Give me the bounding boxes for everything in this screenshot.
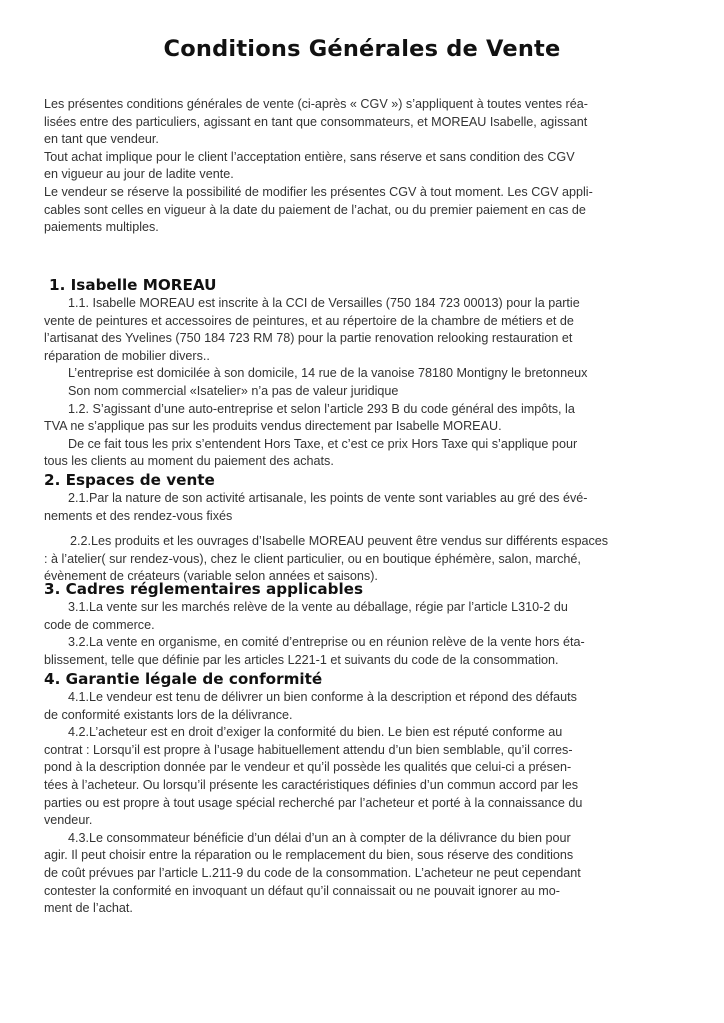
text-line: contrat : Lorsqu’il est propre à l’usage habituellement attendu d’un bien semblable, qu’il corres- bbox=[44, 742, 573, 757]
text-line: agir. Il peut choisir entre la réparation ou le remplacement du bien, sous réserve des conditions bbox=[44, 848, 574, 863]
text-line: Le vendeur se réserve la possibilité de modifier les présentes CGV à tout moment. Les CGV appli- bbox=[44, 184, 593, 199]
text-line: vente de peintures et accessoires de peintures, et au répertoire de la chambre de métiers et de bbox=[44, 313, 574, 328]
section-heading-2: 2. Espaces de vente bbox=[44, 471, 215, 489]
section-heading-1: 1. Isabelle MOREAU bbox=[49, 276, 217, 294]
text-line: l’artisanat des Yvelines (750 184 723 RM 78) pour la partie renovation relooking restauration et bbox=[44, 331, 573, 346]
text-line: ment de l’achat. bbox=[44, 901, 133, 916]
section-4-body bbox=[44, 689, 684, 918]
text-line: paiements multiples. bbox=[44, 220, 159, 235]
text-line: Son nom commercial «Isatelier» n’a pas de valeur juridique bbox=[68, 383, 399, 398]
section-heading-3: 3. Cadres réglementaires applicables bbox=[44, 580, 364, 598]
text-line: parties ou est propre à tout usage spécial recherché par l’acheteur et porté à la connaissance du bbox=[44, 795, 583, 810]
text-line: 3.2.La vente en organisme, en comité d’entreprise ou en réunion relève de la vente hors éta- bbox=[68, 635, 585, 650]
text-line: tous les clients au moment du paiement des achats. bbox=[44, 454, 334, 469]
text-line: TVA ne s’applique pas sur les produits vendus directement par Isabelle MOREAU. bbox=[44, 419, 502, 434]
text-line: De ce fait tous les prix s’entendent Hors Taxe, et c’est ce prix Hors Taxe qui s’applique pour bbox=[68, 436, 578, 451]
text-line: 2.1.Par la nature de son activité artisanale, les points de vente sont variables au gré des évé- bbox=[68, 491, 588, 505]
text-line: de conformité existants lors de la délivrance. bbox=[44, 707, 293, 722]
text-line: réparation de mobilier divers.. bbox=[44, 348, 210, 363]
section-heading-4: 4. Garantie légale de conformité bbox=[44, 670, 323, 688]
text-line: en vigueur au jour de ladite vente. bbox=[44, 167, 234, 182]
section-2-body bbox=[44, 490, 684, 586]
text-line: Les présentes conditions générales de vente (ci-après « CGV ») s’appliquent à toutes ventes réa- bbox=[44, 97, 588, 111]
intro-paragraph bbox=[44, 96, 684, 237]
text-line: en tant que vendeur. bbox=[44, 132, 159, 147]
text-line: 4.3.Le consommateur bénéficie d’un délai d’un an à compter de la délivrance du bien pour bbox=[68, 830, 571, 845]
text-line: vendeur. bbox=[44, 813, 93, 828]
text-line: blissement, telle que définie par les articles L221-1 et suivants du code de la consommation. bbox=[44, 652, 559, 667]
text-line: L’entreprise est domicilée à son domicile, 14 rue de la vanoise 78180 Montigny le bretonneux bbox=[68, 366, 588, 381]
text-line: 1.1. Isabelle MOREAU est inscrite à la CCI de Versailles (750 184 723 00013) pour la partie bbox=[68, 296, 580, 310]
text-line: contester la conformité en invoquant un défaut qu’il connaissait ou ne pouvait ignorer au mo- bbox=[44, 883, 560, 898]
section-3-body bbox=[44, 599, 684, 669]
text-line: 3.1.La vente sur les marchés relève de la vente au déballage, régie par l’article L310-2 du bbox=[68, 600, 568, 614]
text-line: de coût prévues par l’article L.211-9 du code de la consommation. L’acheteur ne peut cependant bbox=[44, 865, 581, 880]
text-line: nements et des rendez-vous fixés bbox=[44, 508, 233, 523]
text-line: 4.2.L’acheteur est en droit d’exiger la conformité du bien. Le bien est réputé conforme au bbox=[68, 725, 563, 740]
text-line: pond à la description donnée par le vendeur et qu’il possède les qualités que celui-ci a présen- bbox=[44, 760, 572, 775]
text-line: 2.2.Les produits et les ouvrages d’Isabelle MOREAU peuvent être vendus sur différents espaces bbox=[70, 534, 609, 549]
page-title: Conditions Générales de Vente bbox=[163, 36, 561, 62]
text-line: : à l’atelier( sur rendez-vous), chez le client particulier, ou en boutique éphémère, salon, marché, bbox=[44, 551, 581, 566]
text-line: 4.1.Le vendeur est tenu de délivrer un bien conforme à la description et répond des défauts bbox=[68, 690, 577, 704]
text-line: code de commerce. bbox=[44, 617, 155, 632]
text-line: lisées entre des particuliers, agissant en tant que consommateurs, et MOREAU Isabelle, agissant bbox=[44, 114, 588, 129]
text-line: évènement de créateurs (variable selon années et saisons). bbox=[44, 569, 378, 584]
text-line: 1.2. S’agissant d’une auto-entreprise et selon l’article 293 B du code général des impôts, la bbox=[68, 401, 575, 416]
text-line: Tout achat implique pour le client l’acceptation entière, sans réserve et sans condition des CGV bbox=[44, 149, 575, 164]
text-line: tées à l’acheteur. Ou lorsqu’il présente les caractéristiques définies d’un commun accord par les bbox=[44, 777, 579, 792]
text-line: cables sont celles en vigueur à la date du paiement de l’achat, ou du premier paiement en cas de bbox=[44, 202, 586, 217]
section-1-body bbox=[44, 295, 684, 471]
